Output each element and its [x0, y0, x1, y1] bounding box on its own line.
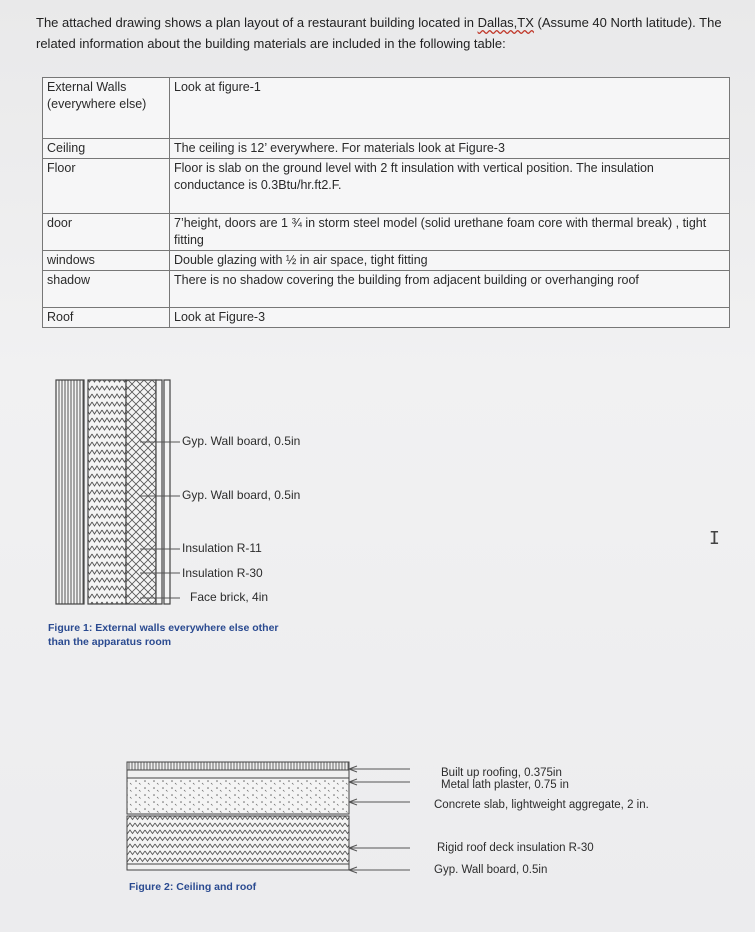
table-row: [43, 139, 730, 159]
row-value: Look at Figure-3: [170, 308, 730, 328]
intro-text-1: The attached drawing shows a plan layout of a restaurant building located in: [36, 15, 478, 30]
intro-text-2: (Assume 40 North latitude). The related information about the building materials are included in the following table:: [36, 15, 722, 51]
roof-layer-label: Rigid roof deck insulation R-30: [437, 842, 594, 854]
row-value: Floor is slab on the ground level with 2 ft insulation with vertical position. The insulation conductance is 0.3Btu/hr.ft2.F.: [170, 159, 730, 214]
row-label: windows: [43, 251, 170, 271]
gyp-board-layer: [127, 864, 349, 870]
row-value: 7’height, doors are 1 ¾ in storm steel model (solid urethane foam core with thermal break) , tight fitting: [170, 214, 730, 251]
metal-lath-layer: [127, 770, 349, 778]
wall-leader-lines: [140, 430, 185, 610]
roof-layer-label: Gyp. Wall board, 0.5in: [434, 864, 548, 876]
row-value: Double glazing with ½ in air space, tight fitting: [170, 251, 730, 271]
roof-layer-label: Built up roofing, 0.375in: [441, 767, 562, 779]
face-brick-layer: [56, 380, 84, 604]
row-label: Floor: [43, 159, 170, 214]
materials-table: [42, 77, 730, 328]
intro-location: Dallas,TX: [477, 15, 534, 30]
table-row: [43, 271, 730, 308]
built-up-roofing-layer: [127, 762, 349, 770]
table-row: [43, 308, 730, 328]
row-label: Ceiling: [43, 139, 170, 159]
figure2-caption: Figure 2: Ceiling and roof: [129, 881, 257, 893]
roof-section-drawing: [125, 758, 420, 876]
row-value: Look at figure-1: [170, 78, 730, 139]
wall-layer-label: Insulation R-30: [182, 566, 263, 580]
row-label: shadow: [43, 271, 170, 308]
intro-paragraph: [36, 12, 736, 54]
wall-layer-label: Face brick, 4in: [190, 590, 269, 604]
row-label: door: [43, 214, 170, 251]
table-row: [43, 251, 730, 271]
wall-layer-label: Insulation R-11: [182, 541, 262, 555]
row-value: The ceiling is 12’ everywhere. For materials look at Figure-3: [170, 139, 730, 159]
concrete-slab-layer: [127, 778, 349, 814]
roof-layer-label: Concrete slab, lightweight aggregate, 2 in.: [434, 799, 649, 811]
row-label: External Walls (everywhere else): [43, 78, 170, 139]
rigid-insulation-layer: [127, 816, 349, 864]
roof-layer-label: Metal lath plaster, 0.75 in: [441, 779, 569, 791]
figure1-caption: Figure 1: External walls everywhere else other than the apparatus room: [48, 622, 279, 648]
table-row: [43, 214, 730, 251]
table-row: [43, 78, 730, 139]
wall-layer-label: Gyp. Wall board, 0.5in: [182, 434, 301, 448]
row-label: Roof: [43, 308, 170, 328]
row-value: There is no shadow covering the building from adjacent building or overhanging roof: [170, 271, 730, 308]
insulation-r30-layer: [88, 380, 126, 604]
wall-layer-label: Gyp. Wall board, 0.5in: [182, 488, 301, 502]
table-row: [43, 159, 730, 214]
text-cursor-icon: I: [709, 528, 720, 549]
